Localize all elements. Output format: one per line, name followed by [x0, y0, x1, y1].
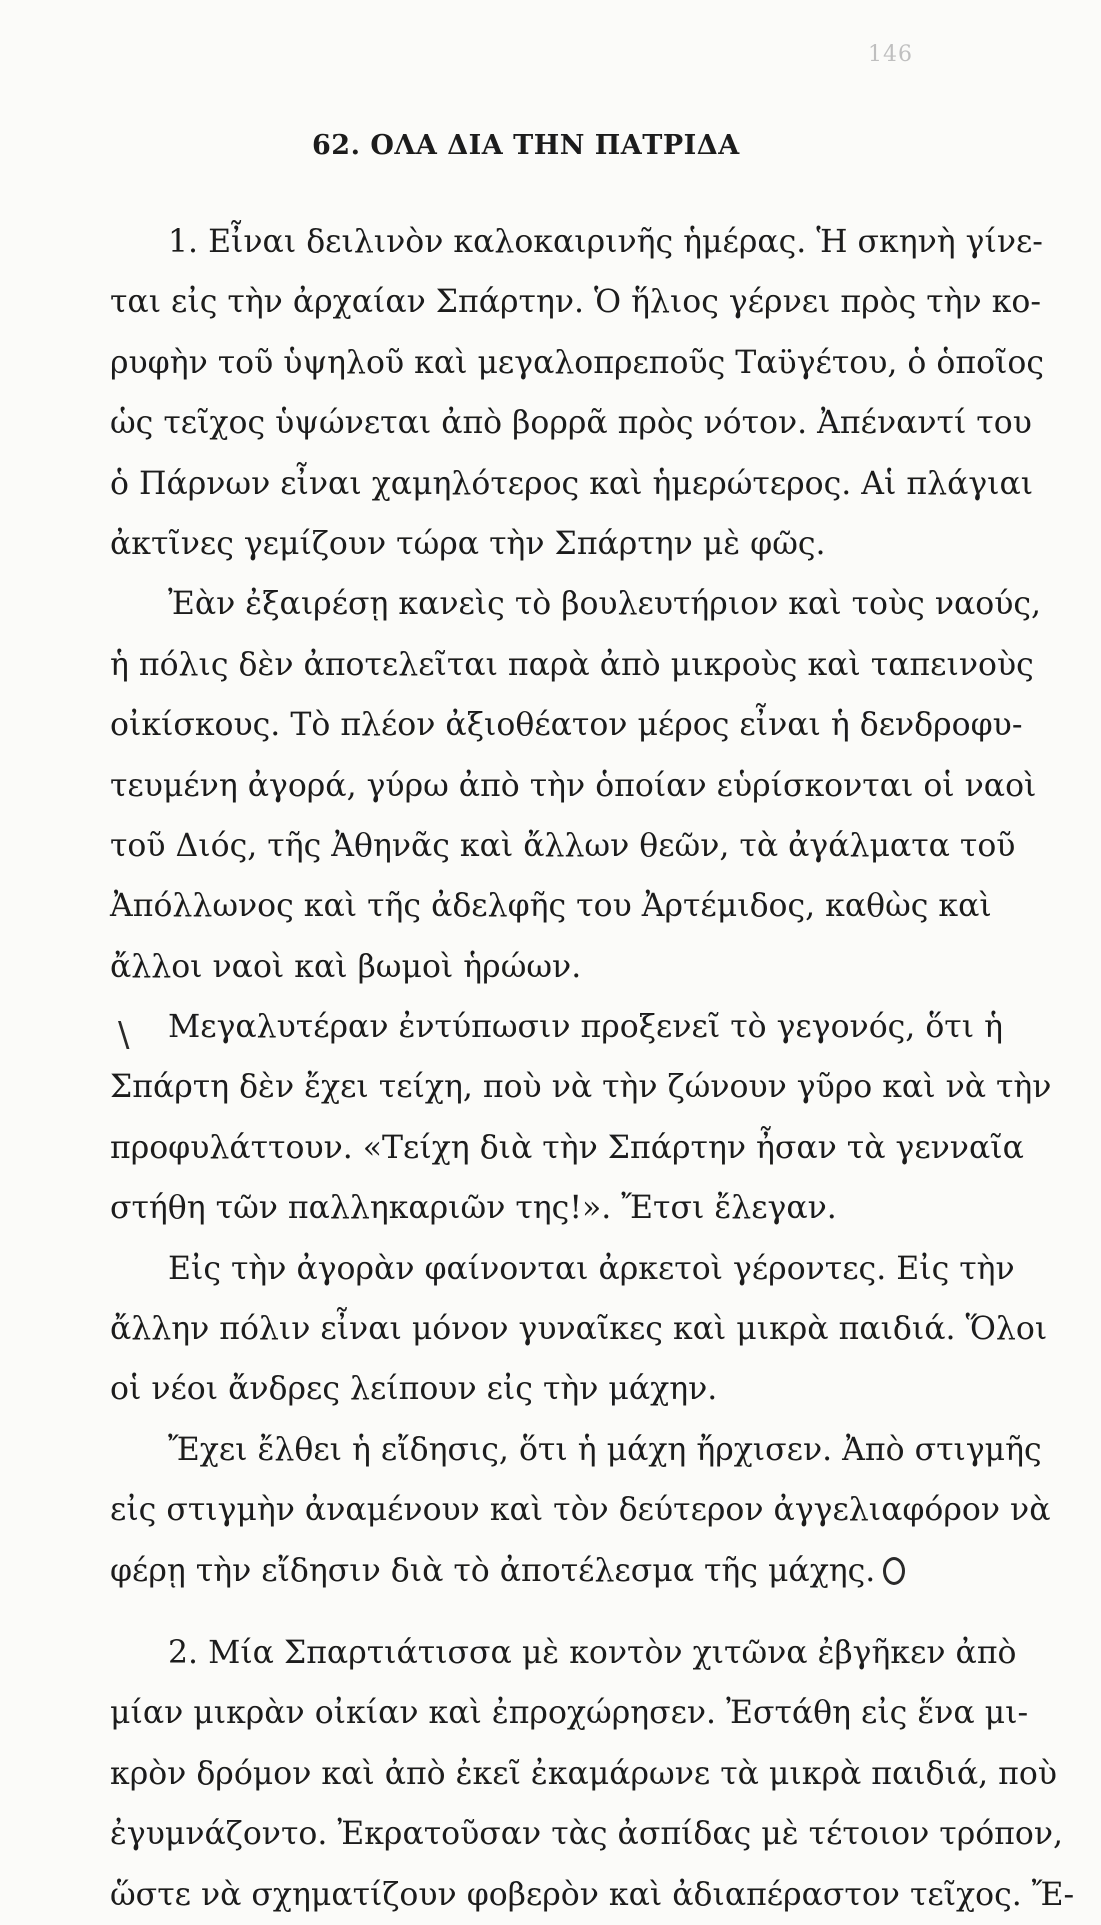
- text-line: ἡ πόλις δὲν ἀποτελεῖται παρὰ ἀπὸ μικροὺς καὶ ταπεινοὺς: [110, 646, 1034, 683]
- text-line: Ἔχει ἔλθει ἡ εἴδησις, ὅτι ἡ μάχη ἤρχισεν. Ἀπὸ στιγμῆς: [168, 1431, 1042, 1468]
- text-line: οἰκίσκους. Τὸ πλέον ἀξιοθέατον μέρος εἶναι ἡ δενδροφυ-: [110, 707, 1023, 744]
- text-line: προφυλάττουν. «Τείχη διὰ τὴν Σπάρτην ἦσαν τὰ γενναῖα: [110, 1129, 1024, 1166]
- text-line: Εἰς τὴν ἀγορὰν φαίνονται ἀρκετοὶ γέροντες. Εἰς τὴν: [168, 1250, 1015, 1287]
- text-line: τοῦ Διός, τῆς Ἀθηνᾶς καὶ ἄλλων θεῶν, τὰ ἀγάλματα τοῦ: [110, 827, 1016, 864]
- text-line: Ἐὰν ἐξαιρέσῃ κανεὶς τὸ βουλευτήριον καὶ τοὺς ναούς,: [168, 586, 1042, 623]
- body-text: [110, 212, 1075, 1925]
- text-line: 2. Μία Σπαρτιάτισσα μὲ κοντὸν χιτῶνα ἐβγῆκεν ἀπὸ: [168, 1634, 1017, 1671]
- text-line: Σπάρτη δὲν ἔχει τείχη, ποὺ νὰ τὴν ζώνουν γῦρο καὶ νὰ τὴν: [110, 1069, 1052, 1106]
- text-line: ἄλλην πόλιν εἶναι μόνον γυναῖκες καὶ μικρὰ παιδιά. Ὅλοι: [110, 1311, 1048, 1348]
- text-line: ται εἰς τὴν ἀρχαίαν Σπάρτην. Ὁ ἥλιος γέρνει πρὸς τὴν κο-: [110, 284, 1042, 321]
- text-line: Μεγαλυτέραν ἐντύπωσιν προξενεῖ τὸ γεγονός, ὅτι ἡ: [168, 1009, 1003, 1046]
- text-line: ἄλλοι ναοὶ καὶ βωμοὶ ἡρώων.: [110, 948, 582, 985]
- text-line: ρυφὴν τοῦ ὑψηλοῦ καὶ μεγαλοπρεποῦς Ταϋγέτου, ὁ ὁποῖος: [110, 344, 1044, 381]
- text-line: Ἀπόλλωνος καὶ τῆς ἀδελφῆς του Ἀρτέμιδος, καθὼς καὶ: [110, 888, 992, 925]
- text-line: οἱ νέοι ἄνδρες λείπουν εἰς τὴν μάχην.: [110, 1371, 718, 1408]
- text-line: ἐγυμνάζοντο. Ἐκρατοῦσαν τὰς ἀσπίδας μὲ τέτοιον τρόπον,: [110, 1816, 1064, 1853]
- text-line: στήθη τῶν παλληκαριῶν της!». Ἔτσι ἔλεγαν.: [110, 1190, 837, 1227]
- pencil-circle-mark: [883, 1557, 905, 1585]
- chapter-title: 62. ΟΛΑ ΔΙΑ ΤΗΝ ΠΑΤΡΙΔΑ: [312, 130, 740, 161]
- text-line: φέρῃ τὴν εἴδησιν διὰ τὸ ἀποτέλεσμα τῆς μάχης.: [110, 1552, 876, 1589]
- text-line: ἀκτῖνες γεμίζουν τώρα τὴν Σπάρτην μὲ φῶς.: [110, 525, 826, 562]
- text-line: κρὸν δρόμον καὶ ἀπὸ ἐκεῖ ἐκαμάρωνε τὰ μικρὰ παιδιά, ποὺ: [110, 1755, 1057, 1792]
- text-line: μίαν μικρὰν οἰκίαν καὶ ἐπροχώρησεν. Ἐστάθη εἰς ἕνα μι-: [110, 1695, 1029, 1732]
- page-number: 146: [868, 42, 913, 67]
- text-line: 1. Εἶναι δειλινὸν καλοκαιρινῆς ἡμέρας. Ἡ σκηνὴ γίνε-: [168, 224, 1043, 260]
- text-line: τευμένη ἀγορά, γύρω ἀπὸ τὴν ὁποίαν εὑρίσκονται οἱ ναοὶ: [110, 767, 1037, 804]
- text-line: ὡς τεῖχος ὑψώνεται ἀπὸ βορρᾶ πρὸς νότον. Ἀπέναντί του: [110, 405, 1032, 442]
- pencil-tick-mark: \: [118, 1015, 130, 1055]
- text-line-with-marker: [110, 1541, 962, 1601]
- text-line: ὁ Πάρνων εἶναι χαμηλότερος καὶ ἡμερώτερος. Αἱ πλάγιαι: [110, 465, 1034, 502]
- text-line: εἰς στιγμὴν ἀναμένουν καὶ τὸν δεύτερον ἀγγελιαφόρον νὰ: [110, 1492, 1051, 1529]
- text-line: ὥστε νὰ σχηματίζουν φοβερὸν καὶ ἀδιαπέραστον τεῖχος. Ἔ-: [110, 1876, 1075, 1913]
